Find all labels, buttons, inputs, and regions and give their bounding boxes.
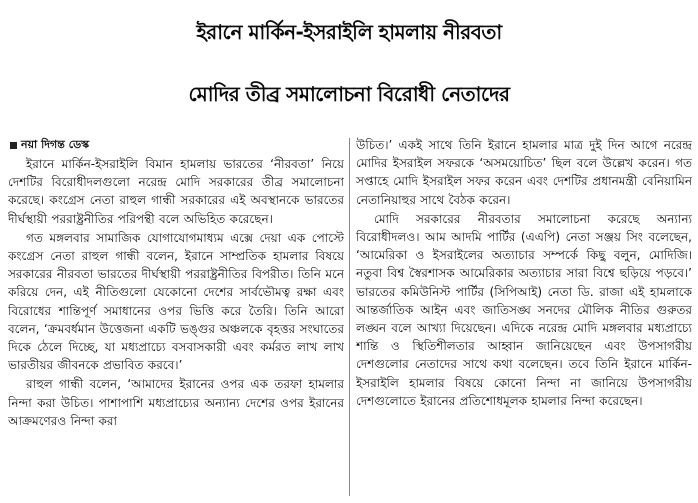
paragraph: মোদি সরকারের নীরবতার সমালোচনা করেছে অন্যান্য বিরোধীদলও। আম আদমি পার্টির (এএপি) নেতা সঞ্জয় সিং বলেছেন, ‘আমেরিকা ও ইসরাইলের অত্যাচার সম্পর্কে কিছু বলুন, মোদিজি। নতুবা বিশ্ব স্বৈরশাসক আমেরিকার অত্যাচার সারা বিশ্বে ছড়িয়ে পড়বে।’ ভারতের কমিউনিস্ট পার্টির (সিপিআই) নেতা ডি. রাজা এই হামলাকে আন্তর্জাতিক আইন এবং জাতিসঙ্ঘ সনদের মৌলিক নীতির গুরুতর লঙ্ঘন বলে আখ্যা দিয়েছেন। এদিকে নরেন্দ্র মোদি মঙ্গলবার মধ্যপ্রাচ্যে শান্তি ও স্থিতিশীলতার আহ্বান জানিয়েছেন এবং উপসাগরীয় দেশগুলোর নেতাদের সাথে কথা বলেছেন। তবে তিনি ইরানে মার্কিন-ইসরাইলি হামলার বিষয়ে কোনো নিন্দা না জানিয়ে উপসাগরীয় দেশগুলোতে ইরানের প্রতিশোধমূলক হামলার নিন্দা করেছেন। [356,211,692,408]
headline-line-1: ইরানে মার্কিন-ইসরাইলি হামলায় নীরবতা [196,20,502,44]
headline-line-2: মোদির তীব্র সমালোচনা বিরোধী নেতাদের [188,82,510,106]
column-divider [349,138,350,496]
headline [0,0,698,132]
byline [8,136,344,154]
paragraph: ইরানে মার্কিন-ইসরাইলি বিমান হামলায় ভারতের ‘নীরবতা’ নিয়ে দেশটির বিরোধীদলগুলো নরেন্দ্র মোদি সরকারের তীব্র সমালোচনা করেছে। কংগ্রেস নেতা রাহুল গান্ধী সরকারের এই অবস্থানকে ভারতের দীর্ঘস্থায়ী পররাষ্ট্রনীতির পরিপন্থী বলে অভিহিত করেছেন। [8,157,344,226]
paragraph: রাহুল গান্ধী বলেন, ‘আমাদের ইরানের ওপর এক তরফা হামলার নিন্দা করা উচিত। পাশাপাশি মধ্যপ্রাচ্যের অন্যান্য দেশের ওপর ইরানের আক্রমণেরও নিন্দা করা [8,377,344,428]
article-body [8,136,692,500]
article-column-right [356,136,692,500]
paragraph: গত মঙ্গলবার সামাজিক যোগাযোগমাধ্যম এক্সে দেয়া এক পোস্টে কংগ্রেস নেতা রাহুল গান্ধী বলেন, ইরানে সাম্প্রতিক হামলার বিষয়ে সরকারের নীরবতা ভারতের দীর্ঘস্থায়ী পররাষ্ট্রনীতির বিপরীত। তিনি মনে করিয়ে দেন, এই নীতিগুলো যেকোনো দেশের সার্বভৌমত্ব রক্ষা এবং বিরোধের শান্তিপূর্ণ সমাধানের ওপর ভিত্তি করে তৈরি। তিনি আরো বলেন, ‘ক্রমবর্ধমান উত্তেজনা একটি ভঙ্গুর অঞ্চলকে বৃহত্তর সংঘাতের দিকে ঠেলে দিচ্ছে, যা মধ্যপ্রাচ্যে বসবাসকারী এবং কর্মরত লাখ লাখ ভারতীয়র জীবনকে প্রভাবিত করবে।’ [8,230,344,373]
paragraph: উচিত।’ একই সাথে তিনি ইরানে হামলার মাত্র দুই দিন আগে নরেন্দ্র মোদির ইসরাইল সফরকে ‘অসময়োচিত’ ছিল বলে উল্লেখ করেন। গত সপ্তাহে মোদি ইসরাইল সফর করেন এবং দেশটির প্রধানমন্ত্রী বেনিয়ামিন নেতানিয়াহুর সাথে বৈঠক করেন। [356,138,692,207]
article-column-left [8,136,344,500]
byline-text: নয়া দিগন্ত ডেস্ক [21,138,90,151]
square-bullet-icon [10,142,17,149]
